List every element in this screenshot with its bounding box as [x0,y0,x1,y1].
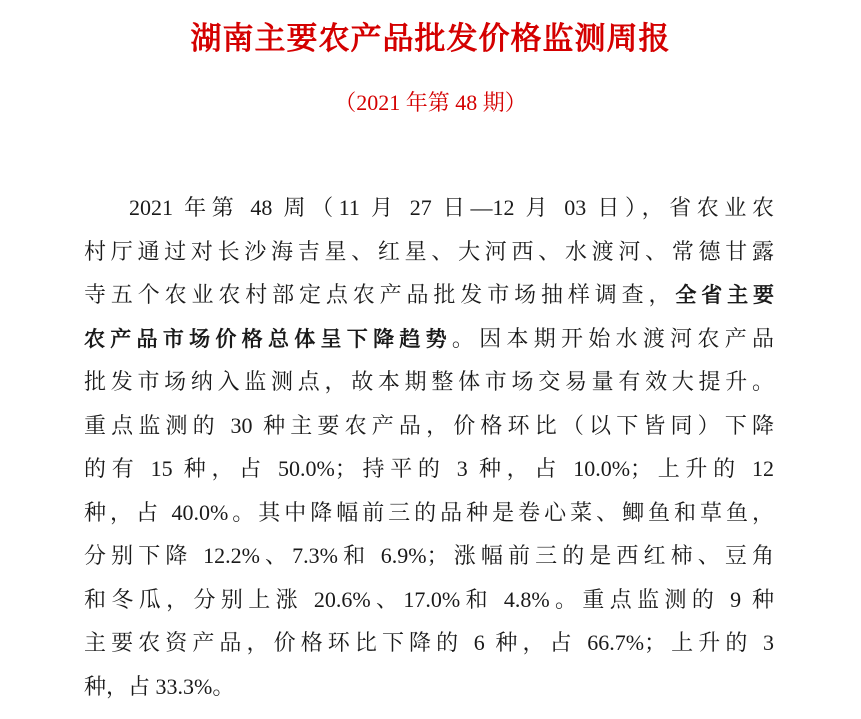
paragraph-line-9 [84,534,774,578]
report-body-paragraph [84,186,774,708]
paragraph-line-4 [84,317,774,361]
paragraph-line-6 [84,404,774,448]
paragraph-line-5 [84,360,774,404]
paragraph-line-1 [84,186,774,230]
report-title: 湖南主要农产品批发价格监测周报 [190,21,671,57]
paragraph-line-3 [84,273,774,317]
paragraph-line-7 [84,447,774,491]
report-issue-number: （2021 年第 48 期） [334,90,527,115]
line-text: 重点监测的 30 种主要农产品，价格环比（以下皆同）下降 [84,412,774,438]
line-text: 的有 15 种，占 50.0%；持平的 3 种，占 10.0%；上升的 12 [84,456,774,481]
line-text: 村厅通过对长沙海吉星、红星、大河西、水渡河、常德甘露 [84,238,774,264]
highlight-text: 农产品市场价格总体呈下降趋势 [84,326,452,351]
line-text: 分别下降 12.2%、7.3%和 6.9%；涨幅前三的是西红柿、豆角 [84,543,774,568]
paragraph-line-10 [84,578,774,622]
paragraph-line-12 [84,665,774,709]
line-text: 种，占 33.3%。 [84,673,235,699]
paragraph-line-11 [84,621,774,665]
line-text: 种，占 40.0%。其中降幅前三的品种是卷心菜、鲫鱼和草鱼， [84,499,774,525]
line-text: 2021 年第 48 周（11 月 27 日—12 月 03 日），省农业农 [129,195,774,220]
paragraph-line-2 [84,230,774,274]
line-text: 主要农资产品，价格环比下降的 6 种，占 66.7%；上升的 3 [84,630,774,655]
line-text: 。因本期开始水渡河农产品 [451,325,774,351]
line-text: 和冬瓜，分别上涨 20.6%、17.0%和 4.8%。重点监测的 9 种 [84,586,774,612]
line-text: 寺五个农业农村部定点农产品批发市场抽样调查， [84,282,676,307]
line-text: 批发市场纳入监测点，故本期整体市场交易量有效大提升。 [84,369,774,394]
paragraph-line-8 [84,491,774,535]
highlight-text: 全省主要 [675,283,774,307]
